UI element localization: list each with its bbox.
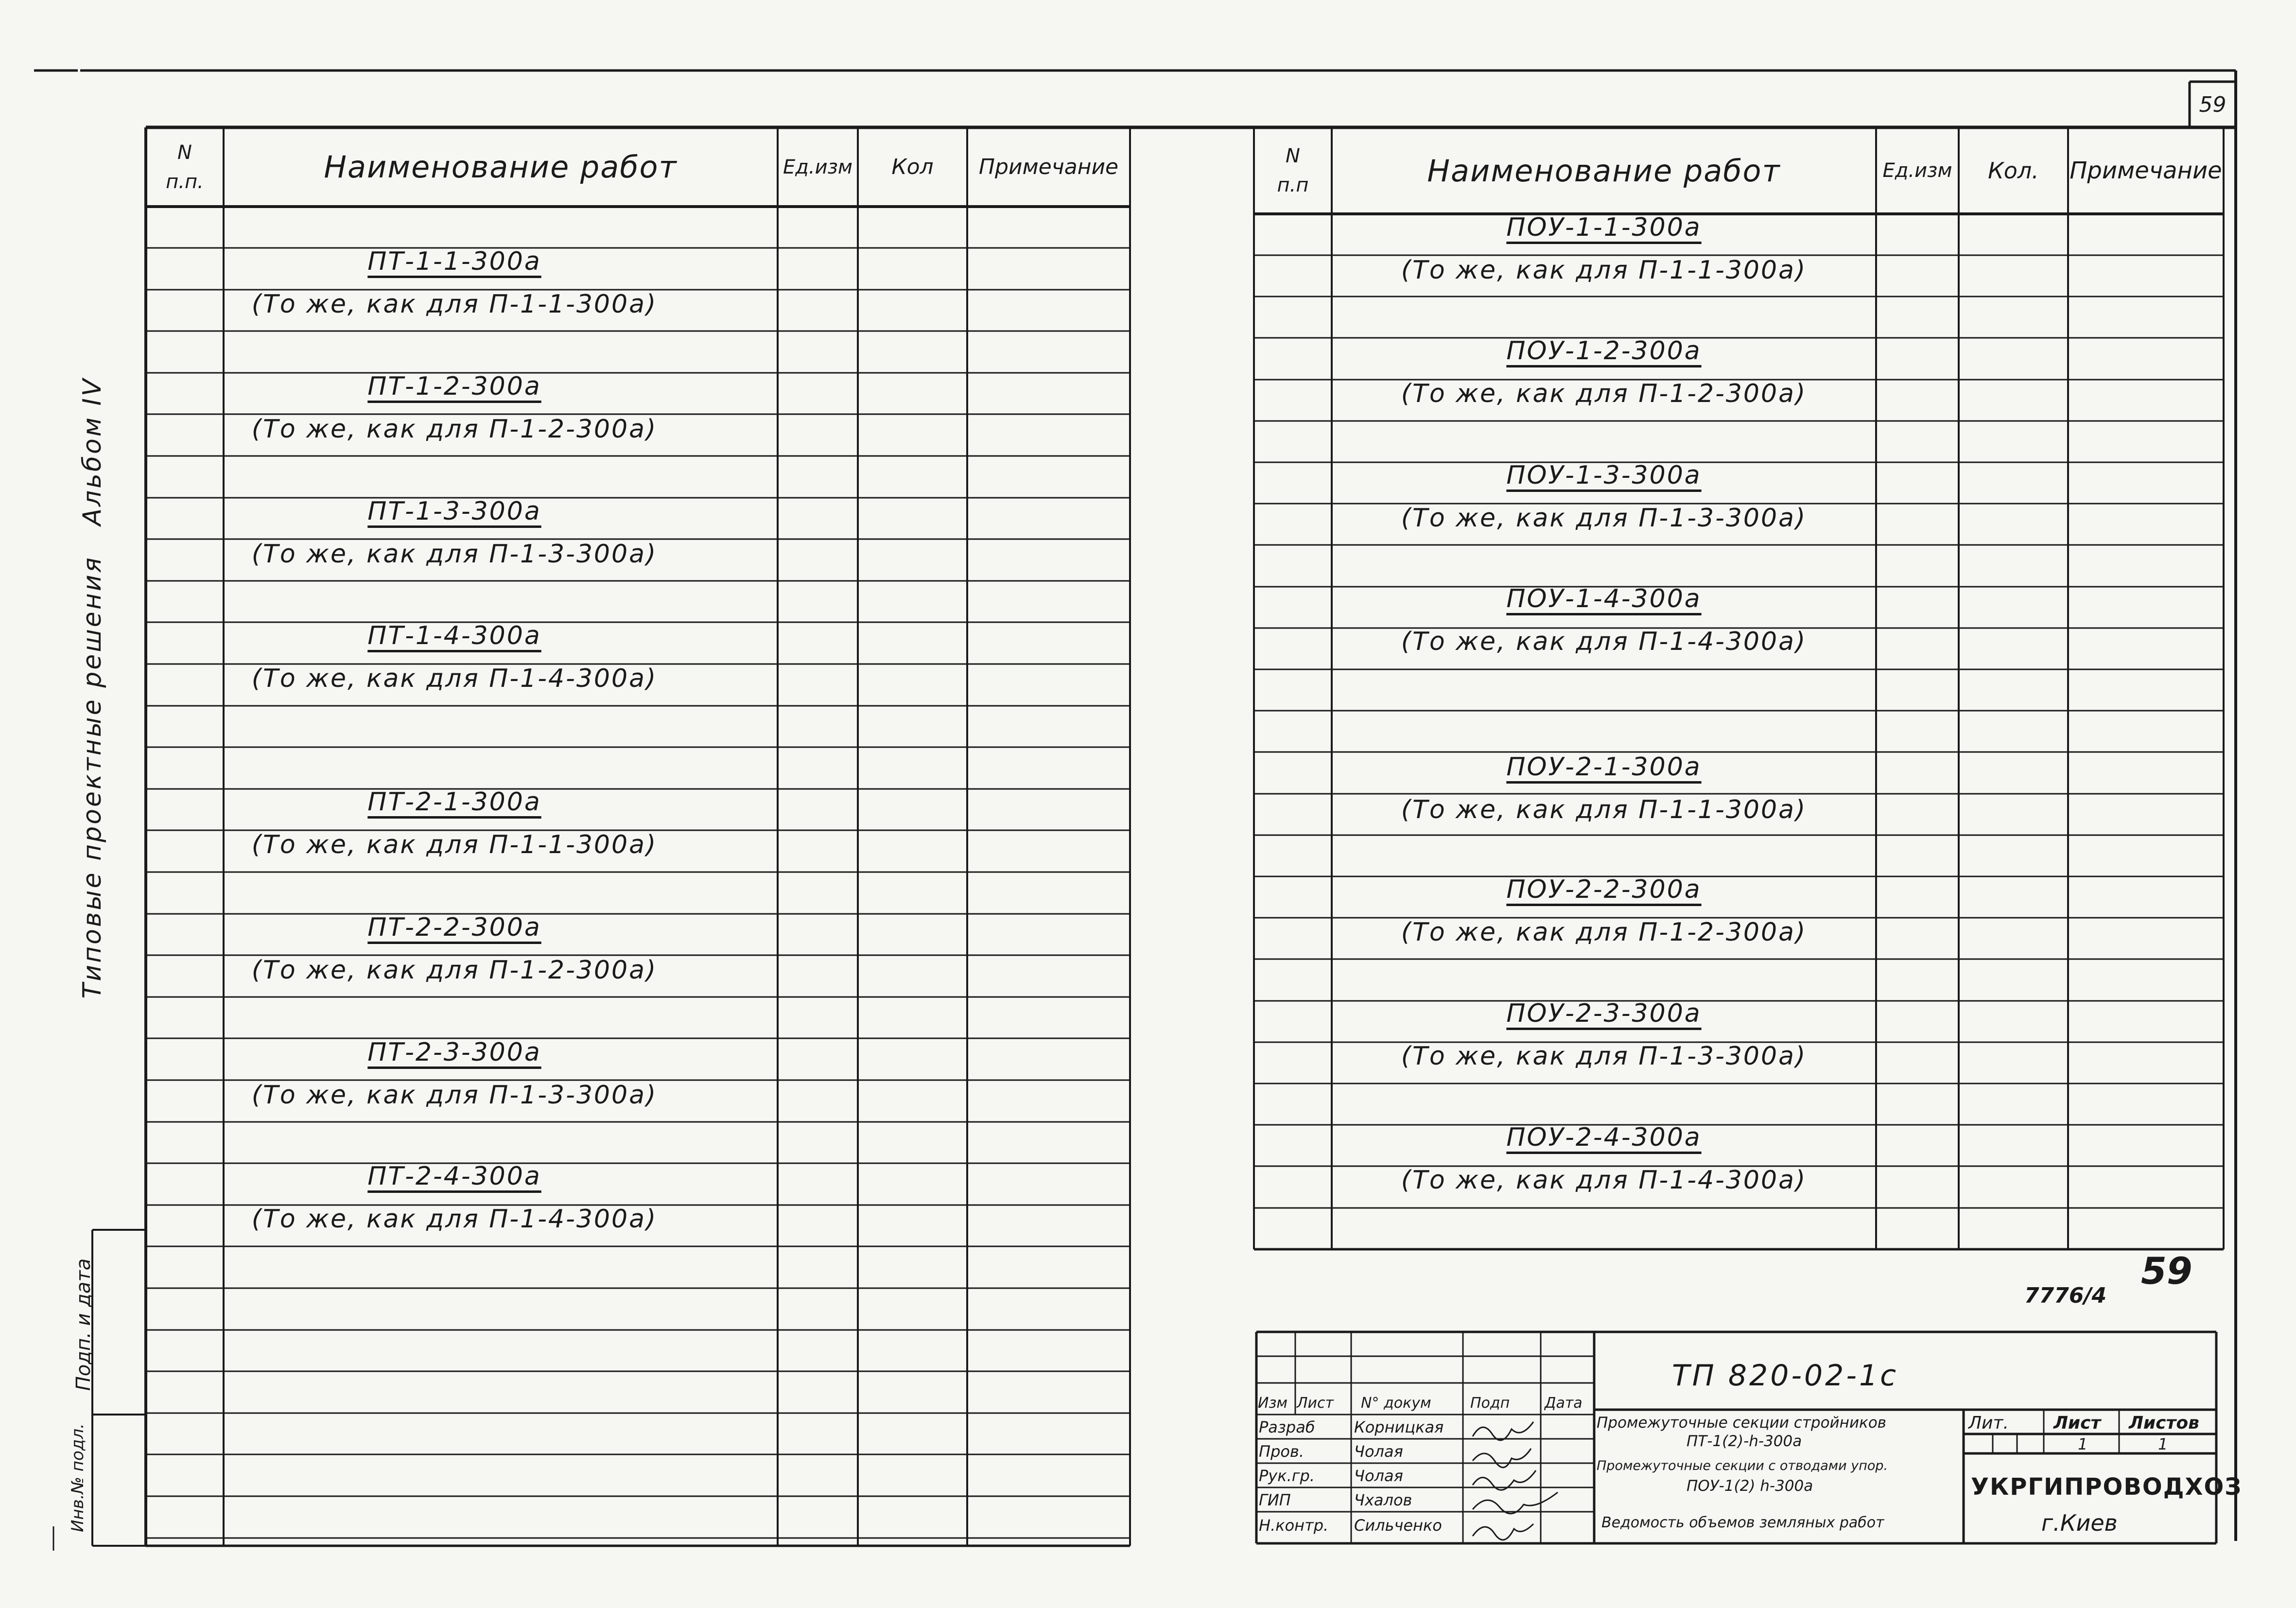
right-table-entry-note: (То же, как для П-1-3-300а) — [1401, 504, 1807, 533]
left-table-entry-code: ПТ-1-1-300а — [367, 247, 541, 276]
left-header-index: N п.п. — [166, 141, 204, 193]
tb-header-doc: N° докум — [1361, 1395, 1431, 1412]
document-reference: 7776/4 — [2024, 1283, 2107, 1308]
tb-header-list: Лист — [1297, 1395, 1334, 1412]
left-table-entry-code: ПТ-2-3-300а — [367, 1038, 541, 1067]
left-table-entry-note: (То же, как для П-1-1-300а) — [251, 830, 658, 859]
left-table-entry-note: (То же, как для П-1-3-300а) — [251, 1081, 658, 1110]
sign-side-label: Подп. и дата — [72, 1258, 95, 1391]
tb-desc-line-5: Ведомость объемов земляных работ — [1601, 1514, 1884, 1531]
right-table-entry-note: (То же, как для П-1-1-300а) — [1401, 256, 1807, 285]
tb-sheets-label: Листов — [2129, 1413, 2199, 1433]
right-table-entry-code: ПОУ-2-2-300а — [1506, 875, 1702, 904]
left-table-entry-note: (То же, как для П-1-3-300а) — [251, 540, 658, 569]
tb-role-norm-control: Н.контр. — [1259, 1516, 1329, 1535]
right-header-note: Примечание — [2070, 157, 2222, 184]
left-table-entry-code: ПТ-2-1-300а — [367, 787, 541, 817]
tb-city: г.Киев — [2041, 1510, 2118, 1536]
right-table-entry-code: ПОУ-2-4-300а — [1506, 1123, 1702, 1152]
tb-role-group-lead: Рук.гр. — [1259, 1467, 1315, 1485]
left-table-entry-code: ПТ-1-2-300а — [367, 372, 541, 401]
right-table-entry-code: ПОУ-2-1-300а — [1506, 752, 1702, 782]
right-table-entry-note: (То же, как для П-1-4-300а) — [1401, 627, 1807, 656]
left-table-entry-note: (То же, как для П-1-2-300а) — [251, 415, 658, 444]
right-header-index: N п.п — [1277, 145, 1309, 196]
tb-desc-line-3: Промежуточные секции с отводами упор. — [1597, 1458, 1888, 1473]
right-table-entry-note: (То же, как для П-1-4-300а) — [1401, 1166, 1807, 1195]
right-table-entry-note: (То же, как для П-1-1-300а) — [1401, 795, 1807, 824]
tb-desc-line-4: ПОУ-1(2) h-300а — [1687, 1477, 1813, 1495]
left-table-entry-note: (То же, как для П-1-4-300а) — [251, 664, 658, 693]
right-header-name: Наименование работ — [1427, 153, 1781, 189]
left-header-unit: Ед.изм — [783, 156, 853, 178]
right-table-entry-code: ПОУ-1-2-300а — [1506, 336, 1702, 366]
tb-name-norm-control: Сильченко — [1354, 1516, 1442, 1535]
tb-organization: УКРГИПРОВОДХОЗ — [1971, 1473, 2243, 1501]
left-table-entry-code: ПТ-2-4-300а — [367, 1162, 541, 1191]
left-header-name: Наименование работ — [324, 149, 678, 185]
left-table-entry-code: ПТ-1-3-300а — [367, 497, 541, 526]
tb-desc-line-1: Промежуточные секции стройников — [1597, 1414, 1887, 1432]
tb-designation: ТП 820-02-1с — [1672, 1359, 1899, 1393]
tb-sheet-label: Лист — [2053, 1413, 2101, 1433]
tb-header-izm: Изм — [1258, 1395, 1288, 1412]
tb-role-gip: ГИП — [1259, 1491, 1291, 1509]
handwritten-page-number: 59 — [2141, 1249, 2192, 1293]
tb-role-checker: Пров. — [1259, 1442, 1304, 1461]
right-header-unit: Ед.изм — [1882, 159, 1952, 182]
tb-lit-label: Лит. — [1968, 1413, 2009, 1433]
tb-header-sign: Подп — [1470, 1395, 1510, 1412]
tb-name-checker: Чолая — [1354, 1442, 1403, 1461]
tb-sheet-value: 1 — [2078, 1435, 2088, 1453]
tb-name-group-lead: Чолая — [1354, 1467, 1403, 1485]
tb-header-date: Дата — [1545, 1395, 1583, 1412]
right-table-entry-note: (То же, как для П-1-3-300а) — [1401, 1042, 1807, 1071]
left-table-entry-code: ПТ-1-4-300а — [367, 621, 541, 650]
tb-sheets-value: 1 — [2158, 1435, 2168, 1453]
tb-role-developer: Разраб — [1259, 1418, 1315, 1436]
right-table-entry-code: ПОУ-1-1-300а — [1506, 213, 1702, 242]
left-table-entry-note: (То же, как для П-1-2-300а) — [251, 956, 658, 985]
left-header-qty: Кол — [891, 155, 934, 179]
tb-name-gip: Чхалов — [1354, 1491, 1412, 1509]
tb-name-developer: Корницкая — [1354, 1418, 1444, 1436]
left-table-entry-note: (То же, как для П-1-1-300а) — [251, 290, 658, 319]
right-table-entry-note: (То же, как для П-1-2-300а) — [1401, 379, 1807, 408]
album-side-label: Типовые проектные решения Альбом IV — [78, 377, 107, 999]
left-table-entry-code: ПТ-2-2-300а — [367, 913, 541, 942]
right-table-entry-code: ПОУ-1-3-300а — [1506, 461, 1702, 490]
tb-desc-line-2: ПТ-1(2)-h-300а — [1687, 1433, 1802, 1450]
right-table-entry-code: ПОУ-1-4-300а — [1506, 584, 1702, 613]
right-table-entry-code: ПОУ-2-3-300а — [1506, 999, 1702, 1028]
page-number: 59 — [2199, 92, 2226, 117]
left-header-note: Примечание — [978, 155, 1119, 179]
left-table-entry-note: (То же, как для П-1-4-300а) — [251, 1205, 658, 1234]
right-header-qty: Кол. — [1988, 157, 2039, 184]
right-table-entry-note: (То же, как для П-1-2-300а) — [1401, 918, 1807, 947]
inv-side-label: Инв.№ подл. — [68, 1423, 87, 1532]
